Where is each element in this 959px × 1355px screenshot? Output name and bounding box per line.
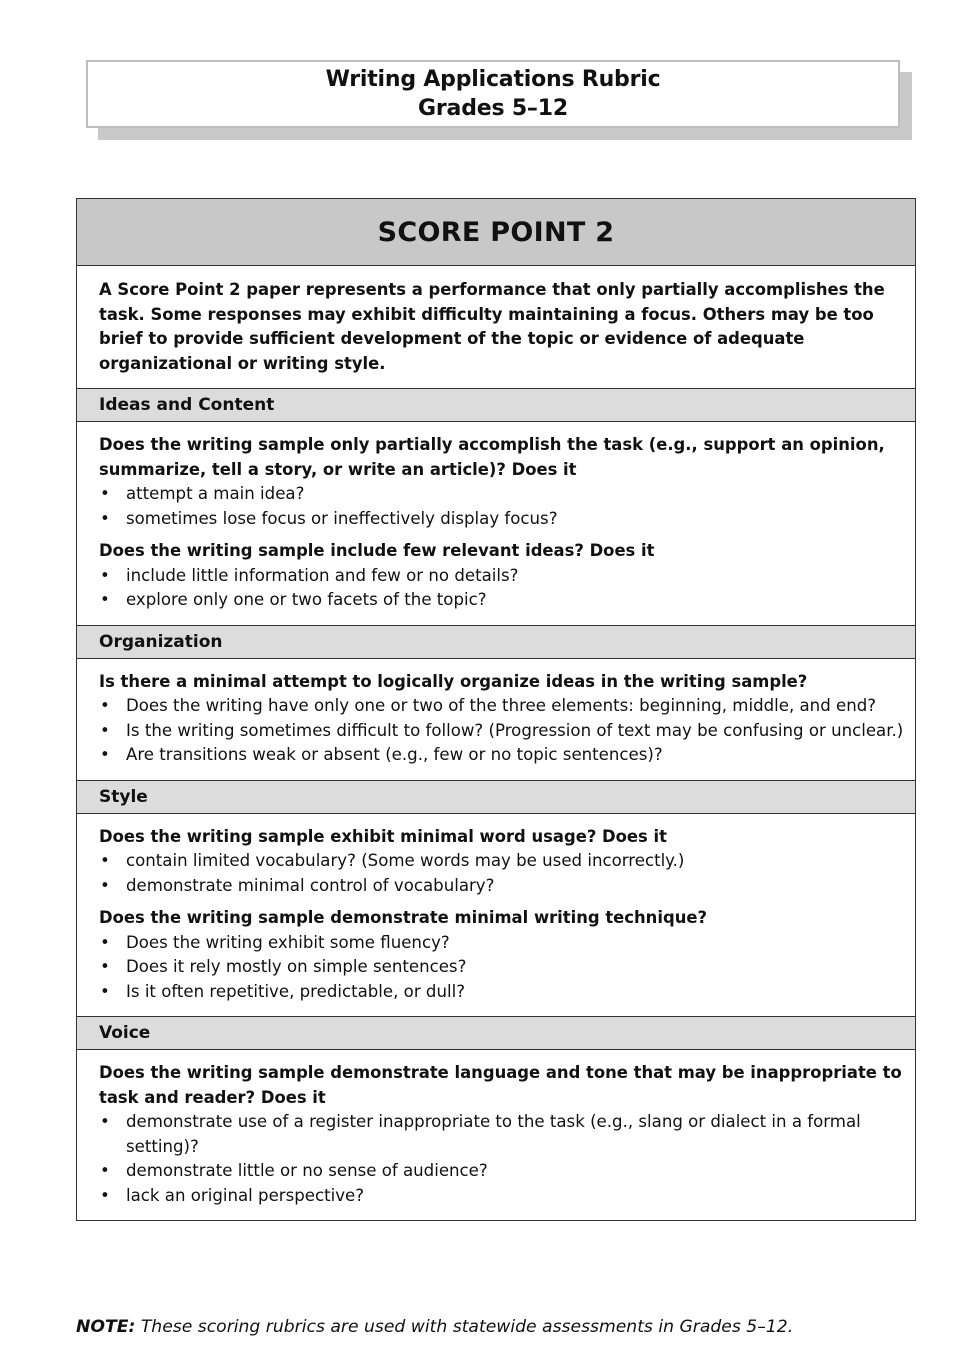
score-point-heading: SCORE POINT 2 [77, 199, 915, 266]
bullet-icon: • [100, 508, 110, 528]
section-body-ideas-and-content [77, 422, 915, 626]
question-group [99, 825, 909, 899]
criteria-item [99, 1159, 909, 1184]
criteria-list [99, 1110, 909, 1208]
section-body-voice [77, 1050, 915, 1220]
note-label: NOTE: [76, 1317, 136, 1337]
criteria-text: attempt a main idea? [126, 484, 305, 503]
question-group [99, 433, 909, 531]
score-description: A Score Point 2 paper represents a performance that only partially accomplishes the task. Some responses may exhibit difficulty maintaining a focus. Others may be too brief to provide sufficient development of the topic or evidence of adequate organizational or writing style. [77, 266, 915, 389]
criteria-text: Is it often repetitive, predictable, or dull? [126, 981, 466, 1001]
section-heading-style: Style [77, 781, 915, 814]
bullet-icon: • [100, 1161, 110, 1180]
section-body-organization [77, 659, 915, 781]
bullet-icon: • [100, 957, 110, 976]
guiding-question: Does the writing sample demonstrate language and tone that may be inappropriate to task and reader? Does it [99, 1063, 902, 1107]
criteria-item [99, 743, 909, 768]
criteria-text: Does the writing have only one or two of the three elements: beginning, middle, and end? [126, 696, 877, 715]
criteria-list [99, 849, 909, 898]
criteria-item [99, 849, 909, 874]
bullet-icon: • [100, 1185, 110, 1205]
bullet-icon: • [100, 981, 110, 1001]
criteria-text: demonstrate little or no sense of audience? [126, 1161, 488, 1180]
criteria-item [99, 980, 909, 1005]
footer-note [76, 1314, 936, 1340]
bullet-icon: • [100, 745, 110, 764]
question-group [99, 1061, 909, 1208]
criteria-item [99, 564, 909, 589]
question-group [99, 906, 909, 1004]
criteria-text: demonstrate use of a register inappropriate to the task (e.g., slang or dialect in a formal setting)? [126, 1112, 861, 1156]
title-banner [86, 60, 914, 142]
criteria-item [99, 588, 909, 613]
criteria-item [99, 1110, 909, 1159]
rubric-sections [77, 389, 915, 1220]
question-group [99, 539, 909, 613]
section-body-style [77, 814, 915, 1018]
criteria-list [99, 482, 909, 531]
bullet-icon: • [100, 1112, 110, 1131]
page-subtitle: Grades 5–12 [418, 96, 568, 121]
criteria-item [99, 931, 909, 956]
guiding-question: Does the writing sample only partially accomplish the task (e.g., support an opinion, summarize, tell a story, or write an article)? Does it [99, 435, 885, 479]
bullet-icon: • [100, 851, 110, 870]
bullet-icon: • [100, 720, 110, 740]
section-heading-organization: Organization [77, 626, 915, 659]
criteria-item [99, 1184, 909, 1209]
criteria-list [99, 694, 909, 768]
criteria-text: Does the writing exhibit some fluency? [126, 932, 450, 952]
guiding-question: Does the writing sample include few relevant ideas? Does it [99, 541, 655, 560]
question-group [99, 670, 909, 768]
criteria-item [99, 482, 909, 507]
criteria-item [99, 694, 909, 719]
criteria-item [99, 955, 909, 980]
guiding-question: Does the writing sample demonstrate minimal writing technique? [99, 908, 707, 927]
bullet-icon: • [100, 484, 110, 503]
bullet-icon: • [100, 565, 110, 585]
criteria-item [99, 507, 909, 532]
criteria-text: Is the writing sometimes difficult to follow? (Progression of text may be confusing or unclear.) [126, 720, 904, 740]
criteria-text: sometimes lose focus or ineffectively display focus? [126, 508, 558, 528]
criteria-text: explore only one or two facets of the topic? [126, 590, 487, 609]
criteria-item [99, 874, 909, 899]
page-title: Writing Applications Rubric [325, 67, 661, 92]
criteria-text: lack an original perspective? [126, 1185, 365, 1205]
criteria-text: contain limited vocabulary? (Some words may be used incorrectly.) [126, 851, 685, 870]
section-heading-voice: Voice [77, 1017, 915, 1050]
bullet-icon: • [100, 696, 110, 715]
guiding-question: Is there a minimal attempt to logically organize ideas in the writing sample? [99, 671, 808, 691]
bullet-icon: • [100, 932, 110, 952]
guiding-question: Does the writing sample exhibit minimal word usage? Does it [99, 826, 667, 846]
criteria-text: Does it rely mostly on simple sentences? [126, 957, 467, 976]
section-heading-ideas-and-content: Ideas and Content [77, 389, 915, 422]
criteria-text: include little information and few or no details? [126, 565, 519, 585]
criteria-list [99, 931, 909, 1005]
rubric-table [76, 198, 916, 1221]
criteria-item [99, 719, 909, 744]
criteria-text: Are transitions weak or absent (e.g., few or no topic sentences)? [126, 745, 663, 764]
title-box [86, 60, 900, 128]
criteria-list [99, 564, 909, 613]
bullet-icon: • [100, 875, 110, 895]
bullet-icon: • [100, 590, 110, 609]
note-text: These scoring rubrics are used with statewide assessments in Grades 5–12. [140, 1317, 794, 1337]
criteria-text: demonstrate minimal control of vocabulary? [126, 875, 495, 895]
